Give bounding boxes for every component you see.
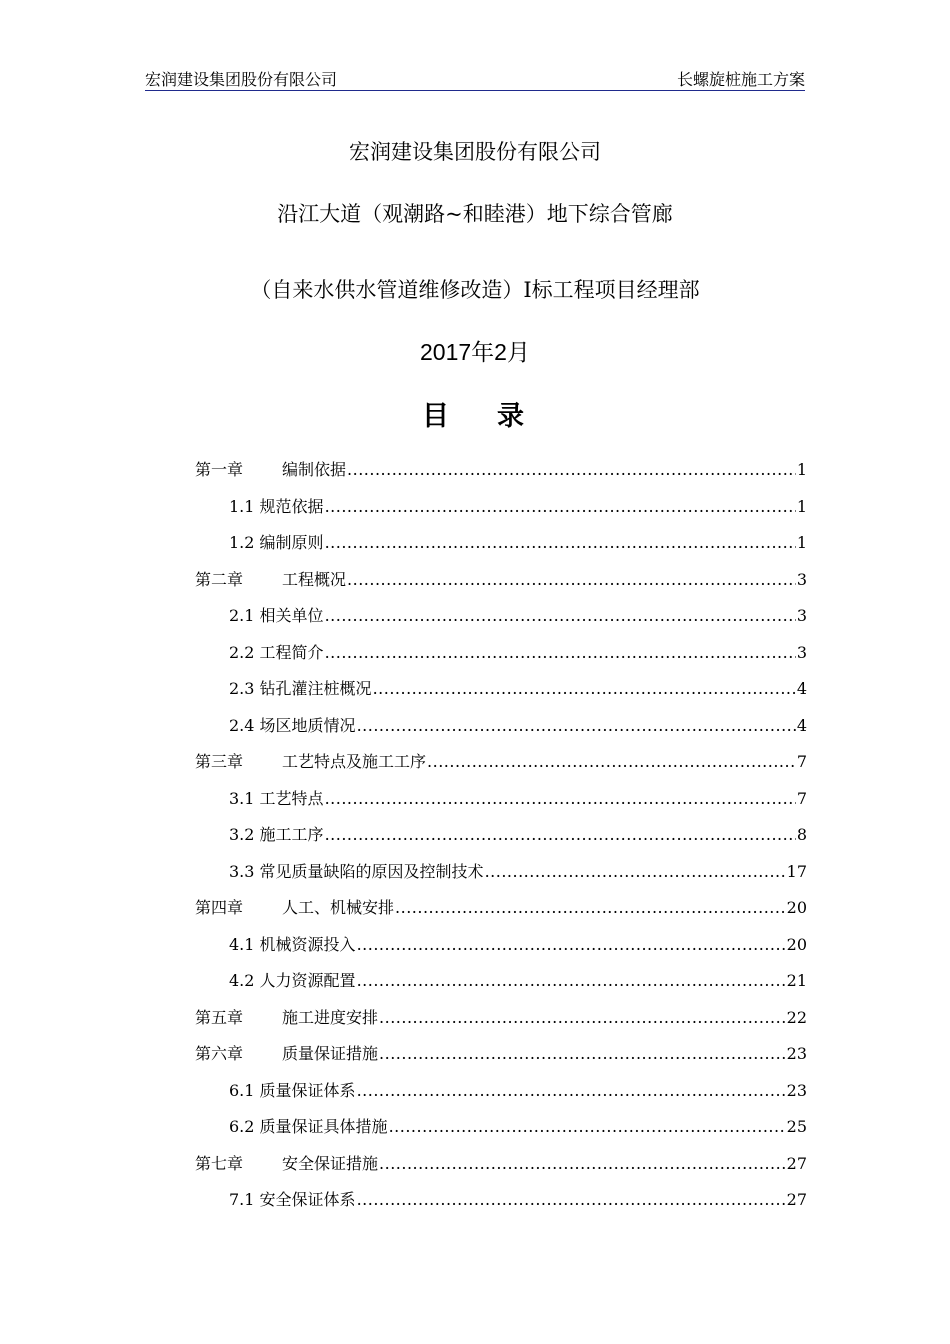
toc-chapter-entry[interactable] <box>195 1039 807 1076</box>
toc-entry-label: 施工工序 <box>259 825 324 844</box>
toc-entry-label: 规范依据 <box>259 496 324 516</box>
toc-leader-dots <box>347 565 796 595</box>
toc-entry-page: 3 <box>796 569 807 589</box>
toc-section-entry[interactable] <box>195 711 807 748</box>
toc-leader-dots <box>357 1076 786 1106</box>
toc-entry-label: 工艺特点 <box>259 788 324 808</box>
toc-entry-page: 20 <box>786 934 807 954</box>
toc-leader-dots <box>373 674 796 704</box>
toc-entry-label: 工程概况 <box>282 569 347 589</box>
toc-leader-dots <box>389 1112 786 1142</box>
header-company: 宏润建设集团股份有限公司 <box>145 70 338 89</box>
toc-entry-number: 第二章 <box>195 569 244 589</box>
toc-entry-number: 3.3 <box>229 861 255 881</box>
toc-entry-page: 1 <box>796 460 807 479</box>
toc-section-entry[interactable] <box>195 674 807 711</box>
toc-entry-number: 4.2 <box>229 971 255 990</box>
toc-leader-dots <box>379 1149 786 1179</box>
toc-section-entry[interactable] <box>195 638 807 675</box>
toc-section-entry[interactable] <box>195 1076 807 1113</box>
toc-leader-dots <box>357 1185 786 1215</box>
toc-section-entry[interactable] <box>195 930 807 967</box>
toc-entry-number: 4.1 <box>229 934 255 954</box>
toc-entry-label: 场区地质情况 <box>259 715 356 735</box>
toc-entry-number: 6.2 <box>229 1117 255 1136</box>
toc-section-entry[interactable] <box>195 966 807 1003</box>
toc-leader-dots <box>357 966 786 996</box>
toc-entry-page: 27 <box>786 1153 807 1173</box>
toc-entry-number: 第三章 <box>195 752 244 771</box>
toc-leader-dots <box>325 820 796 850</box>
toc-entry-label: 工艺特点及施工工序 <box>282 752 427 771</box>
toc-leader-dots <box>427 747 796 777</box>
toc-leader-dots <box>325 492 796 522</box>
document-date: 2017年2月 <box>420 339 530 365</box>
toc-entry-page: 4 <box>796 715 807 735</box>
toc-entry-page: 1 <box>796 496 807 516</box>
toc-section-entry[interactable] <box>195 492 807 529</box>
toc-entry-page: 3 <box>796 606 807 625</box>
toc-section-entry[interactable] <box>195 820 807 857</box>
toc-chapter-entry[interactable] <box>195 893 807 930</box>
toc-entry-label: 施工进度安排 <box>282 1007 379 1027</box>
toc-chapter-entry[interactable] <box>195 1149 807 1186</box>
toc-entry-page: 25 <box>786 1117 807 1136</box>
toc-entry-label: 工程简介 <box>259 642 324 662</box>
toc-heading-left: 目 <box>422 401 453 432</box>
toc-entry-label: 常见质量缺陷的原因及控制技术 <box>259 861 484 881</box>
header-document-title: 长螺旋桩施工方案 <box>676 70 805 89</box>
toc-entry-page: 20 <box>786 898 807 917</box>
toc-entry-page: 21 <box>786 971 807 990</box>
toc-entry-page: 17 <box>786 861 807 881</box>
toc-entry-number: 2.2 <box>229 642 255 662</box>
company-title: 宏润建设集团股份有限公司 <box>349 140 601 164</box>
toc-entry-page: 4 <box>796 679 807 698</box>
toc-section-entry[interactable] <box>195 1112 807 1149</box>
toc-entry-label: 质量保证措施 <box>282 1044 379 1063</box>
page-header <box>145 70 805 91</box>
toc-entry-label: 质量保证具体措施 <box>259 1117 388 1136</box>
toc-entry-number: 6.1 <box>229 1080 255 1100</box>
project-title-line1: 沿江大道（观潮路~和睦港）地下综合管廊 <box>277 202 673 226</box>
toc-heading-right: 录 <box>497 401 528 432</box>
toc-entry-number: 2.1 <box>229 606 255 625</box>
toc-section-entry[interactable] <box>195 528 807 565</box>
toc-entry-number: 第六章 <box>195 1044 244 1063</box>
toc-leader-dots <box>325 601 796 631</box>
toc-chapter-entry[interactable] <box>195 455 807 492</box>
toc-leader-dots <box>485 857 786 887</box>
table-of-contents <box>195 455 807 1222</box>
toc-entry-number: 第七章 <box>195 1153 244 1173</box>
toc-entry-page: 23 <box>786 1044 807 1063</box>
toc-entry-label: 钻孔灌注桩概况 <box>259 679 372 698</box>
toc-entry-label: 人工、机械安排 <box>282 898 395 917</box>
toc-leader-dots <box>325 784 796 814</box>
toc-leader-dots <box>395 893 786 923</box>
toc-leader-dots <box>347 455 796 485</box>
toc-leader-dots <box>379 1003 786 1033</box>
toc-leader-dots <box>379 1039 786 1069</box>
toc-entry-page: 22 <box>786 1007 807 1027</box>
toc-entry-page: 1 <box>796 533 807 552</box>
toc-section-entry[interactable] <box>195 857 807 894</box>
toc-leader-dots <box>357 711 796 741</box>
toc-entry-number: 7.1 <box>229 1190 255 1209</box>
toc-entry-label: 安全保证体系 <box>259 1190 356 1209</box>
toc-leader-dots <box>325 638 796 668</box>
toc-chapter-entry[interactable] <box>195 747 807 784</box>
toc-entry-number: 第五章 <box>195 1007 244 1027</box>
toc-leader-dots <box>357 930 786 960</box>
toc-section-entry[interactable] <box>195 601 807 638</box>
toc-heading <box>0 400 950 434</box>
toc-entry-page: 7 <box>796 752 807 771</box>
toc-entry-page: 3 <box>796 642 807 662</box>
toc-entry-number: 3.2 <box>229 825 255 844</box>
toc-entry-label: 编制原则 <box>259 533 324 552</box>
toc-entry-page: 7 <box>796 788 807 808</box>
toc-section-entry[interactable] <box>195 1185 807 1222</box>
toc-entry-label: 质量保证体系 <box>259 1080 356 1100</box>
project-title-line2: （自来水供水管道维修改造）Ⅰ标工程项目经理部 <box>250 278 700 302</box>
toc-entry-number: 第四章 <box>195 898 244 917</box>
toc-entry-page: 27 <box>786 1190 807 1209</box>
toc-chapter-entry[interactable] <box>195 565 807 602</box>
toc-entry-label: 相关单位 <box>259 606 324 625</box>
toc-entry-number: 2.3 <box>229 679 255 698</box>
toc-entry-number: 2.4 <box>229 715 255 735</box>
toc-chapter-entry[interactable] <box>195 1003 807 1040</box>
toc-entry-number: 1.2 <box>229 533 255 552</box>
toc-entry-page: 8 <box>796 825 807 844</box>
toc-section-entry[interactable] <box>195 784 807 821</box>
toc-entry-label: 人力资源配置 <box>259 971 356 990</box>
toc-entry-label: 机械资源投入 <box>259 934 356 954</box>
toc-entry-label: 编制依据 <box>282 460 347 479</box>
toc-entry-page: 23 <box>786 1080 807 1100</box>
toc-entry-number: 1.1 <box>229 496 255 516</box>
toc-entry-label: 安全保证措施 <box>282 1153 379 1173</box>
toc-leader-dots <box>325 528 796 558</box>
toc-entry-number: 3.1 <box>229 788 255 808</box>
toc-entry-number: 第一章 <box>195 460 244 479</box>
